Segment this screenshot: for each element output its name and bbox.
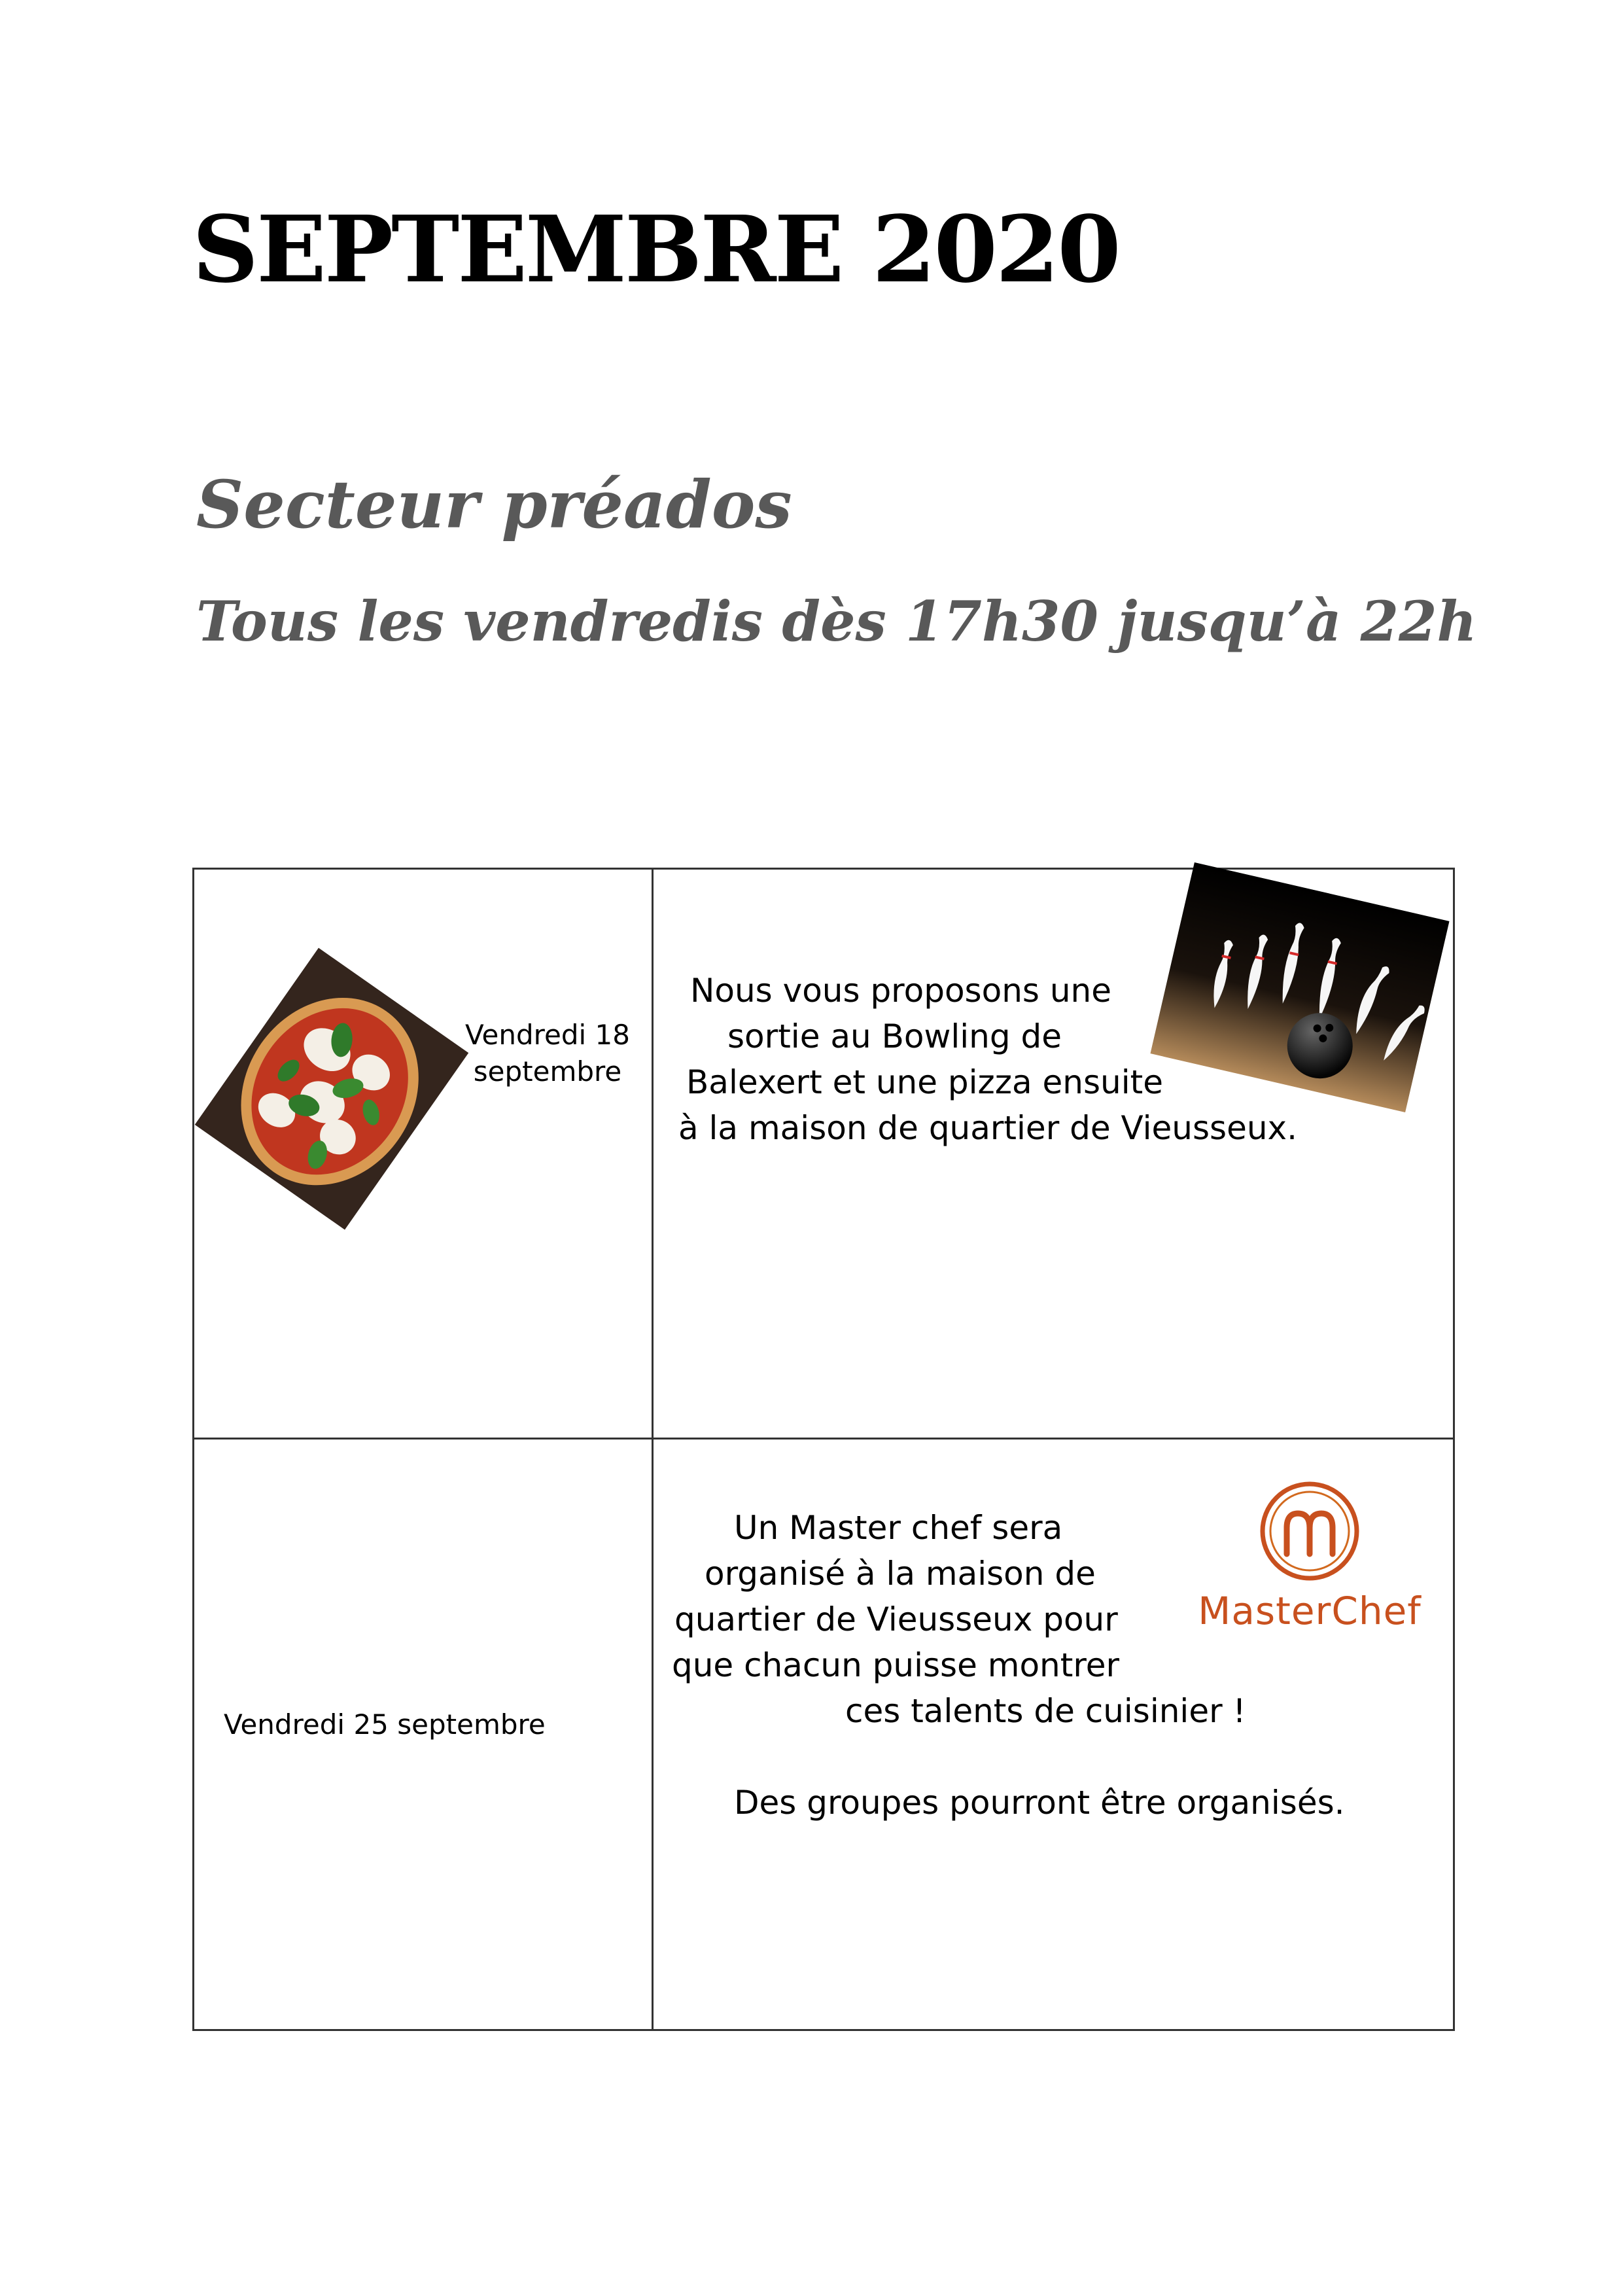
masterchef-logo [1182,1479,1437,1649]
event-date-line: septembre [473,1055,622,1087]
event-date: Vendredi 25 septembre [224,1708,546,1740]
event-row-2 [194,1439,1453,2029]
description-line: Nous vous proposons une [690,972,1111,1010]
description-line: quartier de Vieusseux pour [674,1600,1118,1638]
event-date-line: Vendredi 18 [465,1019,630,1051]
description-line: que chacun puisse montrer [672,1646,1120,1684]
description-line: Un Master chef sera [734,1509,1063,1547]
events-table [192,868,1455,2031]
description-line: Des groupes pourront être organisés. [734,1784,1345,1822]
description-line: à la maison de quartier de Vieusseux. [678,1109,1298,1147]
event-date [453,1017,642,1090]
description-line: Balexert et une pizza ensuite [686,1063,1163,1101]
event-row-1 [194,870,1453,1438]
description-line: sortie au Bowling de [727,1017,1062,1055]
schedule-heading: Tous les vendredis dès 17h30 jusqu’à 22h [196,589,1477,654]
pizza-image [195,948,469,1230]
masterchef-logo-text: MasterChef [1198,1589,1422,1633]
sector-heading: Secteur préados [196,466,792,543]
description-line: organisé à la maison de [705,1555,1096,1593]
description-line: ces talents de cuisinier ! [845,1692,1246,1730]
page-title: SEPTEMBRE 2020 [192,196,1119,304]
